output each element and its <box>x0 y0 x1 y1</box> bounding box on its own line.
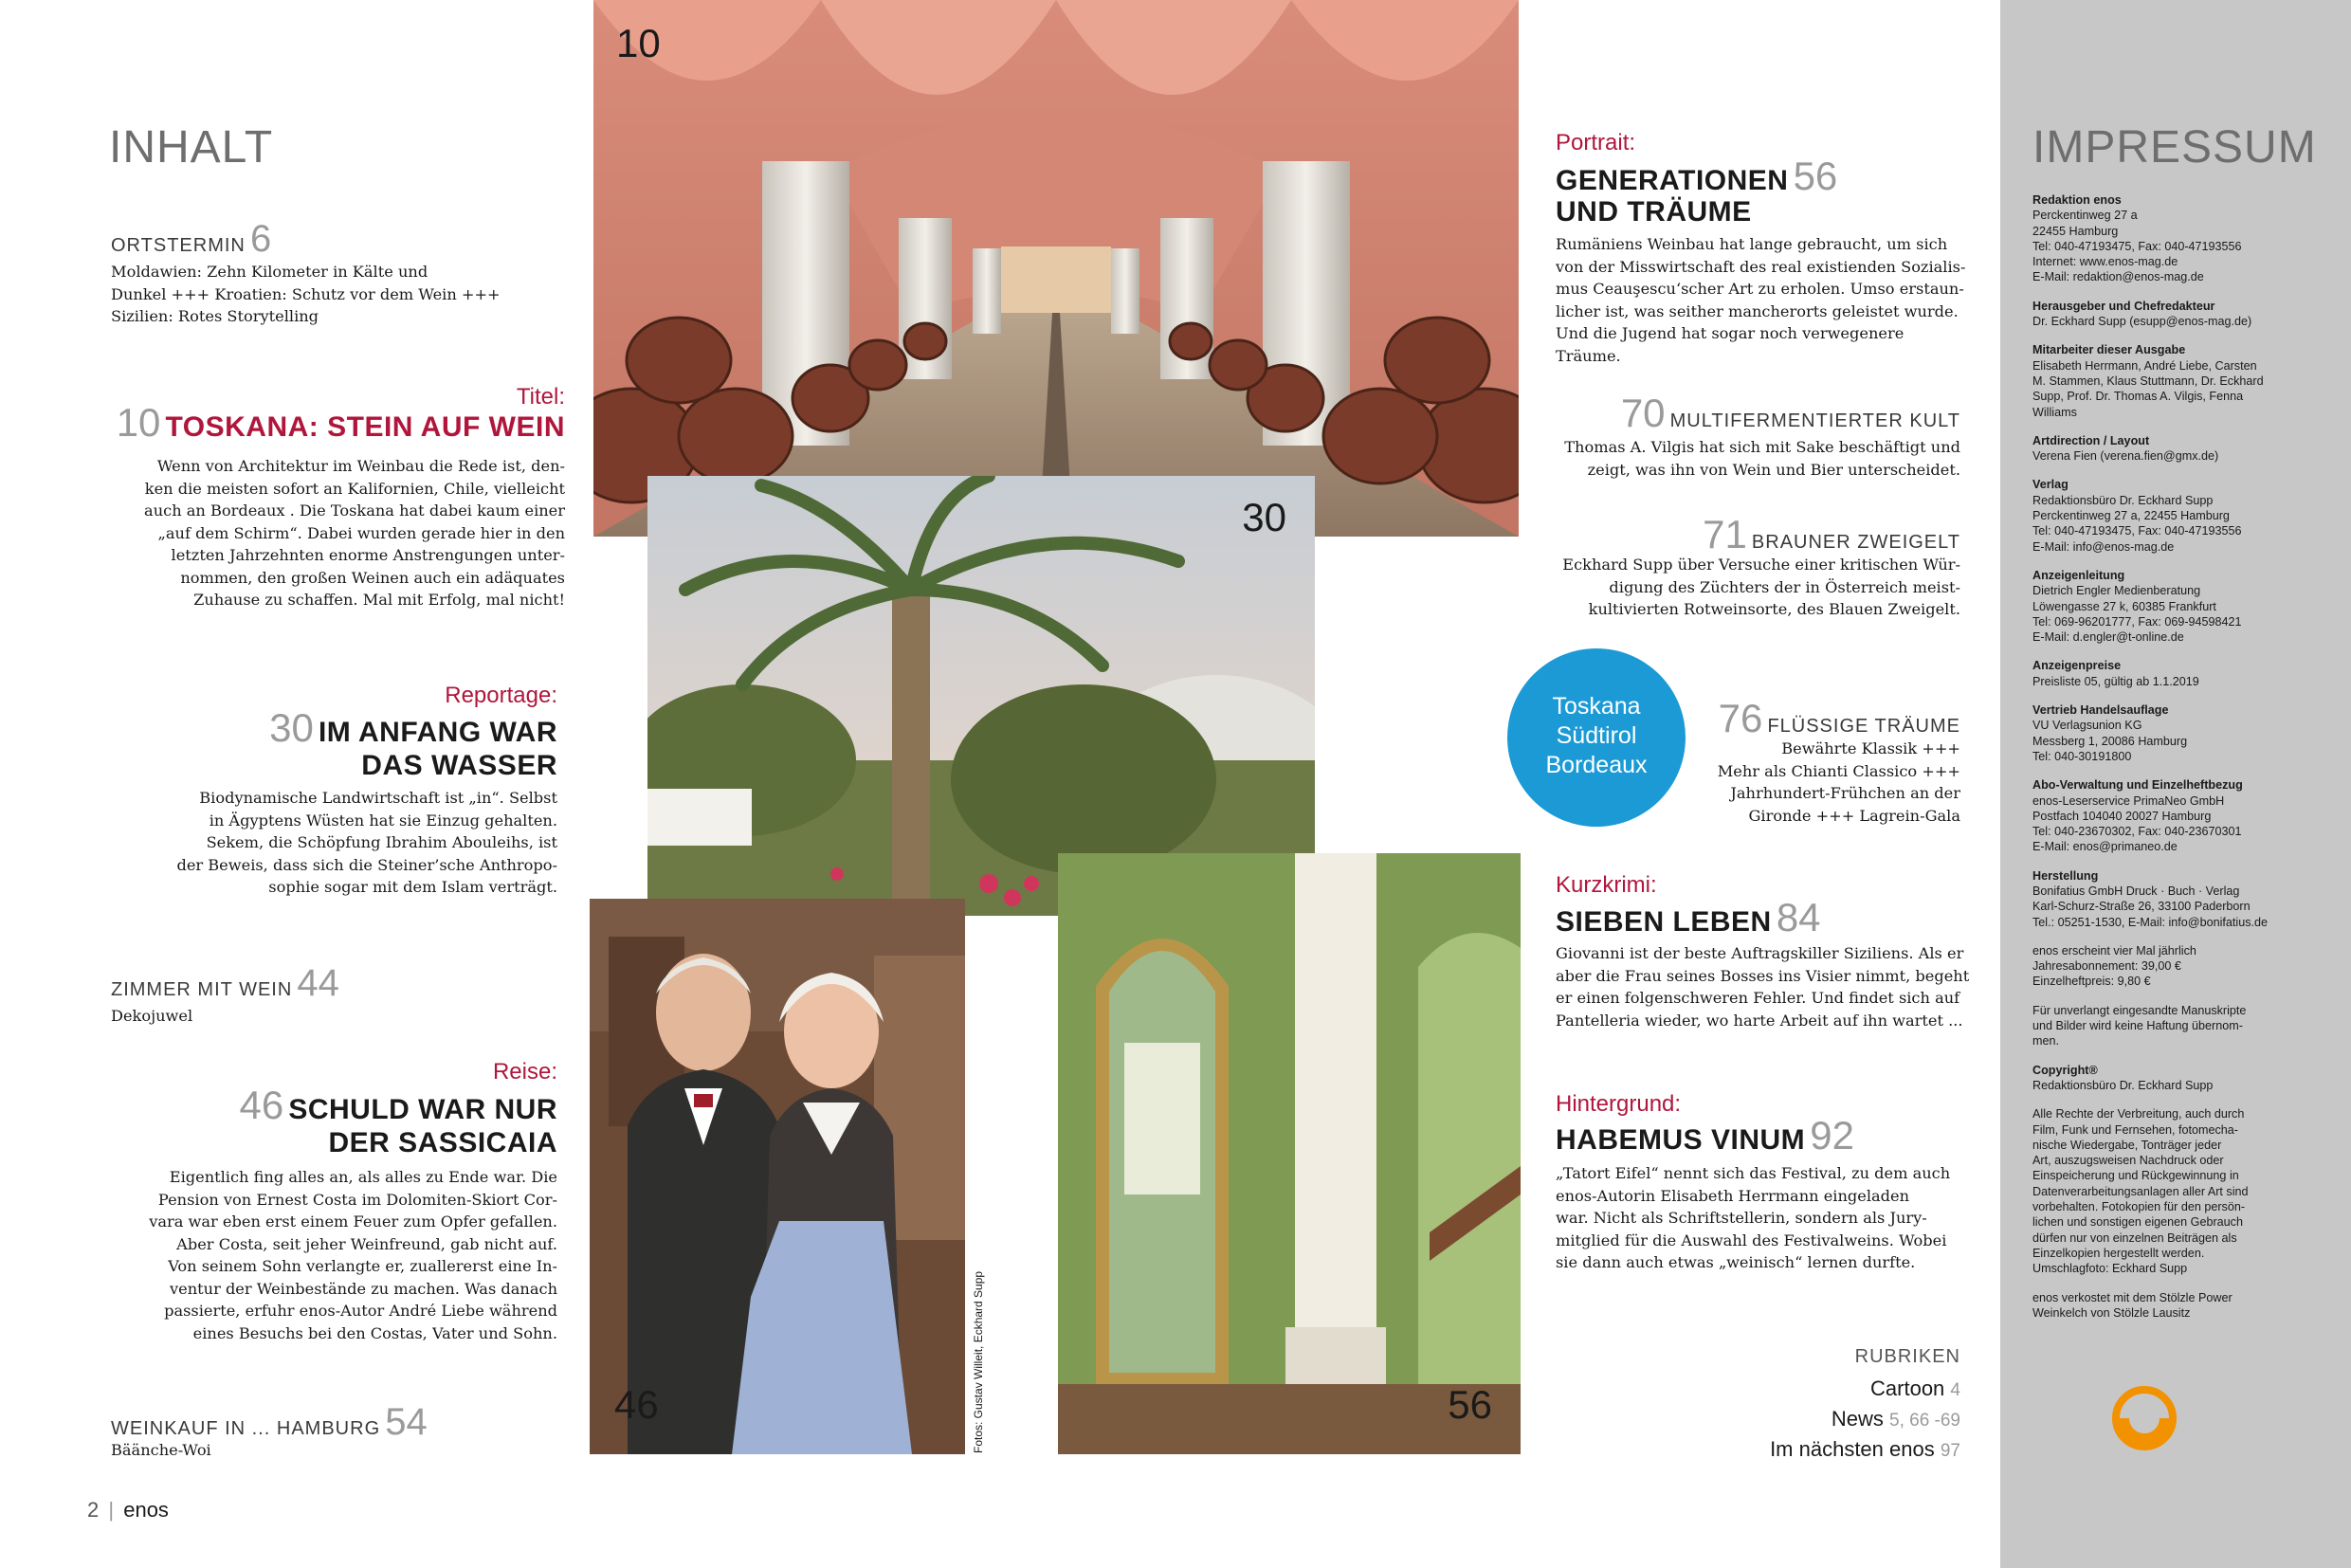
impressum-block <box>2032 1063 2342 1094</box>
impressum-line: Preisliste 05, gültig ab 1.1.2019 <box>2032 674 2199 688</box>
text-line: mitglied für die Auswahl des Festivalweins. Wobei <box>1556 1231 1947 1249</box>
zweigelt-heading[interactable] <box>1556 512 1960 557</box>
impressum-block <box>2032 777 2342 854</box>
impressum-line: Dietrich Engler Medienberatung <box>2032 584 2201 598</box>
impressum-line[interactable]: Dr. Eckhard Supp (esupp@enos-mag.de) <box>2032 315 2252 329</box>
text-line: ken die meisten sofort an Kalifornien, Chile, vielleicht <box>144 479 565 498</box>
rubriken-cartoon[interactable] <box>1687 1377 1960 1401</box>
weinkauf-sub: Bäänche-Woi <box>111 1441 211 1459</box>
text-line: war. Nicht als Schriftstellerin, sondern als Jury- <box>1556 1209 1927 1227</box>
cartoon-label: Cartoon <box>1870 1377 1945 1400</box>
text-line: von der Misswirtschaft des real existienden Sozialis- <box>1556 257 1966 276</box>
impressum-line[interactable]: E-Mail: enos@primaneo.de <box>2032 840 2178 854</box>
text-line: der Beweis, dass sich die Steiner’sche Anthropo- <box>176 855 557 874</box>
impressum-block <box>2032 477 2342 554</box>
reise-kicker: Reise: <box>492 1059 557 1085</box>
text-line: eines Besuchs bei den Costas, Vater und Sohn. <box>192 1323 557 1342</box>
krimi-headline: SIEBEN LEBEN <box>1556 906 1772 938</box>
impressum-line[interactable]: Verena Fien (verena.fien@gmx.de) <box>2032 449 2219 464</box>
impressum-line: Karl-Schurz-Straße 26, 33100 Paderborn <box>2032 900 2251 914</box>
text-line: Moldawien: Zehn Kilometer in Kälte und <box>111 263 428 281</box>
ortstermin-heading[interactable] <box>111 218 271 261</box>
impressum-block-label: Verlag <box>2032 478 2069 492</box>
text-line: sophie sogar mit dem Islam verträgt. <box>268 878 557 896</box>
impressum-block-label: Redaktion enos <box>2032 193 2122 207</box>
cellar-page-number: 10 <box>616 21 661 65</box>
text-line: „auf dem Schirm“. Dabei wurden gerade hier in den <box>157 523 565 542</box>
text-line: Wenn von Architektur im Weinbau die Rede ist, den- <box>156 457 565 475</box>
text-line: Sekem, die Schöpfung Ibrahim Abouleihs, ist <box>206 833 557 851</box>
krimi-heading[interactable] <box>1556 895 1821 940</box>
page-footer <box>87 1498 169 1522</box>
text-line: er einen folgenschweren Fehler. Und findet sich auf <box>1556 989 1960 1007</box>
impressum-line: men. <box>2032 1034 2059 1048</box>
hintergrund-heading[interactable] <box>1556 1113 1854 1158</box>
photo-credit: Fotos: Gustav Willeit, Eckhard Supp <box>972 1270 985 1453</box>
text-line: vara war eben erst einem Feuer zum Opfer gefallen. <box>149 1212 557 1231</box>
impressum-block <box>2032 868 2342 930</box>
impressum-line: Perckentinweg 27 a, 22455 Hamburg <box>2032 509 2230 523</box>
impressum-line: VU Verlagsunion KG <box>2032 719 2142 733</box>
badge-line: Bordeaux <box>1545 752 1648 778</box>
ortstermin-label: ORTSTERMIN <box>111 235 246 256</box>
text-line: Bewährte Klassik +++ <box>1781 739 1960 757</box>
hall-photo[interactable] <box>1058 853 1521 1454</box>
reise-page: 46 <box>239 1083 284 1127</box>
text-line: sie dann auch etwas „weinisch“ lernen durfte. <box>1556 1253 1916 1271</box>
impressum-line: Löwengasse 27 k, 60385 Frankfurt <box>2032 599 2216 613</box>
impressum-block <box>2032 943 2342 990</box>
impressum-line: Redaktionsbüro Dr. Eckhard Supp <box>2032 493 2214 507</box>
text-line: „Tatort Eifel“ nennt sich das Festival, zu dem auch <box>1556 1164 1951 1182</box>
impressum-line: Jahresabonnement: 39,00 € <box>2032 959 2181 974</box>
next-label: Im nächsten enos <box>1770 1437 1935 1461</box>
impressum-block-label: Anzeigenleitung <box>2032 568 2125 582</box>
portrait-kicker: Portrait: <box>1556 130 1636 155</box>
text-line: mus Ceauşescu‘scher Art zu erholen. Umso erstaun- <box>1556 280 1964 298</box>
news-label: News <box>1831 1407 1884 1431</box>
impressum-line: 22455 Hamburg <box>2032 224 2119 238</box>
krimi-page: 84 <box>1776 895 1821 939</box>
impressum-block <box>2032 1003 2342 1049</box>
reportage-kicker: Reportage: <box>445 683 557 708</box>
impressum-line: M. Stammen, Klaus Stuttmann, Dr. Eckhard <box>2032 374 2264 388</box>
impressum-line: Messberg 1, 20086 Hamburg <box>2032 734 2188 748</box>
kult-heading[interactable] <box>1556 391 1960 436</box>
portrait-heading[interactable] <box>1556 154 1837 199</box>
cellar-photo[interactable] <box>593 0 1519 537</box>
impressum-block <box>2032 433 2342 465</box>
impressum-block-label: Abo-Verwaltung und Einzelheftbezug <box>2032 778 2243 793</box>
hintergrund-text <box>1556 1162 1973 1274</box>
impressum-line: Art, auszugsweisen Nachdruck oder <box>2032 1154 2224 1168</box>
titel-kicker: Titel: <box>516 384 565 410</box>
text-line: Zuhause zu schaffen. Mal mit Erfolg, mal nicht! <box>193 591 565 609</box>
ortstermin-page: 6 <box>249 218 272 260</box>
text-line: Pension von Ernest Costa im Dolomiten-Skiort Cor- <box>157 1190 557 1209</box>
reise-heading[interactable] <box>190 1083 557 1128</box>
zimmer-sub: Dekojuwel <box>111 1007 193 1025</box>
text-line: letzten Jahrzehnten enorme Anstrengungen unter- <box>171 546 565 564</box>
krimi-text <box>1556 942 1973 1031</box>
footer-divider: | <box>108 1498 115 1522</box>
footer-page-number: 2 <box>87 1498 100 1522</box>
hintergrund-page: 92 <box>1810 1113 1854 1158</box>
impressum-line: Supp, Prof. Dr. Thomas A. Vilgis, Fenna <box>2032 390 2244 404</box>
impressum-line: Elisabeth Herrmann, André Liebe, Carsten <box>2032 358 2257 373</box>
next-page: 97 <box>1940 1441 1960 1461</box>
couple-illustration <box>590 899 965 1454</box>
portrait-page: 56 <box>1793 154 1838 198</box>
impressum-line: Tel: 040-47193475, Fax: 040-47193556 <box>2032 524 2242 538</box>
titel-page: 10 <box>116 400 161 445</box>
text-line: passierte, erfuhr enos-Autor André Liebe während <box>164 1302 557 1320</box>
zweigelt-label: BRAUNER ZWEIGELT <box>1751 532 1960 553</box>
impressum-block <box>2032 1106 2342 1276</box>
palm-illustration <box>647 476 1315 916</box>
palm-page-number: 30 <box>1242 495 1286 539</box>
traeume-label: FLÜSSIGE TRÄUME <box>1767 716 1960 737</box>
text-line: Eigentlich fing alles an, als alles zu Ende war. Die <box>169 1168 557 1186</box>
impressum-line: Umschlagfoto: Eckhard Supp <box>2032 1262 2188 1276</box>
impressum-line: Postfach 104040 20027 Hamburg <box>2032 809 2212 823</box>
reportage-page: 30 <box>269 705 314 750</box>
ortstermin-text <box>111 261 547 328</box>
reportage-headline-2: DAS WASSER <box>361 750 557 781</box>
impressum-line: Williams <box>2032 405 2077 419</box>
text-line: Gironde +++ Lagrein-Gala <box>1748 806 1960 825</box>
impressum-line: enos erscheint vier Mal jährlich <box>2032 943 2196 957</box>
text-line: digung des Züchters der in Österreich meist- <box>1609 577 1960 596</box>
kult-label: MULTIFERMENTIERTER KULT <box>1669 410 1960 431</box>
impressum-line: Bonifatius GmbH Druck · Buch · Verlag <box>2032 884 2240 898</box>
zimmer-label: ZIMMER MIT WEIN <box>111 979 293 1000</box>
impressum-block-label: Vertrieb Handelsauflage <box>2032 703 2169 718</box>
impressum-block-label: Mitarbeiter dieser Ausgabe <box>2032 343 2186 357</box>
impressum-line: Einspeicherung und Rückgewinnung in <box>2032 1169 2239 1183</box>
reise-headline-2: DER SASSICAIA <box>328 1127 557 1158</box>
impressum-block <box>2032 568 2342 645</box>
cartoon-page: 4 <box>1950 1380 1960 1400</box>
impressum-line: Alle Rechte der Verbreitung, auch durch <box>2032 1107 2245 1121</box>
portrait-headline-2: UND TRÄUME <box>1556 196 1752 228</box>
impressum-line: Film, Funk und Fernsehen, fotomecha- <box>2032 1122 2238 1137</box>
reportage-headline-1: IM ANFANG WAR <box>318 717 557 748</box>
impressum-block <box>2032 342 2342 419</box>
hall-page-number: 56 <box>1448 1382 1492 1427</box>
reise-text <box>123 1166 557 1344</box>
impressum-line: nische Wiedergabe, Tonträger jeder <box>2032 1138 2222 1152</box>
text-line: Rumäniens Weinbau hat lange gebraucht, um sich <box>1556 235 1948 253</box>
weinkauf-heading[interactable] <box>111 1401 428 1444</box>
kult-page: 70 <box>1620 391 1666 435</box>
titel-text <box>142 455 565 611</box>
impressum-block-label: Herstellung <box>2032 868 2099 883</box>
reise-headline-1: SCHULD WAR NUR <box>288 1094 557 1125</box>
rubriken-news[interactable] <box>1687 1407 1960 1431</box>
impressum-line: und Bilder wird keine Haftung übernom- <box>2032 1019 2243 1033</box>
impressum-line: Tel: 069-96201777, Fax: 069-94598421 <box>2032 614 2242 629</box>
weinkauf-label: WEINKAUF IN ... HAMBURG <box>111 1418 381 1439</box>
impressum-line: vorbehalten. Fotokopien für den persön- <box>2032 1200 2246 1214</box>
impressum-block <box>2032 1290 2342 1322</box>
text-line: Aber Costa, seit jeher Weinfreund, gab nicht auf. <box>176 1234 557 1253</box>
krimi-kicker: Kurzkrimi: <box>1556 872 1657 898</box>
portrait-headline-1: GENERATIONEN <box>1556 165 1789 196</box>
portrait-text <box>1556 233 1973 367</box>
impressum-block <box>2032 702 2342 764</box>
news-pages: 5, 66 -69 <box>1889 1411 1960 1431</box>
text-line: Jahrhundert-Frühchen an der <box>1730 784 1960 802</box>
badge-line: Toskana <box>1552 693 1641 720</box>
impressum-line: Weinkelch von Stölzle Lausitz <box>2032 1305 2191 1320</box>
rubriken-title: RUBRIKEN <box>1854 1346 1960 1367</box>
palm-photo[interactable] <box>647 476 1315 916</box>
impressum-line: enos-Leserservice PrimaNeo GmbH <box>2032 793 2225 808</box>
impressum-panel <box>2000 0 2351 1568</box>
impressum-block-label: Copyright® <box>2032 1063 2098 1077</box>
impressum-block-label: Artdirection / Layout <box>2032 433 2150 447</box>
traeume-heading[interactable] <box>1687 696 1960 741</box>
titel-heading[interactable] <box>95 400 565 446</box>
text-line: Und die Jugend hat sogar noch verwegenere Träume. <box>1556 324 1904 365</box>
text-line: Sizilien: Rotes Storytelling <box>111 307 319 325</box>
impressum-line: Für unverlangt eingesandte Manuskripte <box>2032 1003 2247 1017</box>
text-line: auch an Bordeaux . Die Toskana hat dabei kaum einer <box>144 501 565 520</box>
couple-photo[interactable] <box>590 899 965 1454</box>
text-line: Giovanni ist der beste Auftragskiller Siziliens. Als er <box>1556 944 1964 962</box>
impressum-line: lichen und sonstigen eigenen Gebrauch <box>2032 1215 2243 1230</box>
footer-brand: enos <box>123 1498 169 1522</box>
regions-badge[interactable] <box>1507 648 1686 827</box>
impressum-block-label: Herausgeber und Chefredakteur <box>2032 299 2215 313</box>
zimmer-heading[interactable] <box>111 962 339 1005</box>
zimmer-page: 44 <box>297 962 339 1004</box>
zweigelt-text <box>1517 554 1960 621</box>
couple-page-number: 46 <box>614 1382 659 1427</box>
impressum-line: Perckentinweg 27 a <box>2032 209 2138 223</box>
hintergrund-kicker: Hintergrund: <box>1556 1091 1682 1117</box>
text-line: Biodynamische Landwirtschaft ist „in“. Selbst <box>199 789 557 807</box>
text-line: Von seinem Sohn verlangte er, zuallererst eine In- <box>168 1257 557 1275</box>
text-line: kultivierten Rotweinsorte, des Blauen Zweigelt. <box>1588 600 1960 618</box>
rubriken-next[interactable] <box>1612 1437 1960 1462</box>
impressum-line: Datenverarbeitungsanlagen aller Art sind <box>2032 1184 2249 1198</box>
impressum-block <box>2032 299 2342 330</box>
impressum-block-label: Anzeigenpreise <box>2032 659 2122 673</box>
kult-text <box>1517 436 1960 481</box>
impressum-content <box>2032 192 2342 1334</box>
weinkauf-page: 54 <box>385 1401 428 1443</box>
impressum-line: enos verkostet mit dem Stölzle Power <box>2032 1290 2233 1304</box>
impressum-line: Einzelheftpreis: 9,80 € <box>2032 975 2151 989</box>
cellar-illustration <box>593 0 1519 537</box>
impressum-line: Redaktionsbüro Dr. Eckhard Supp <box>2032 1078 2214 1092</box>
traeume-text <box>1697 738 1960 827</box>
text-line: enos-Autorin Elisabeth Herrmann eingeladen <box>1556 1186 1910 1205</box>
impressum-line[interactable]: Tel.: 05251-1530, E-Mail: info@bonifatius.de <box>2032 915 2269 929</box>
text-line: Mehr als Chianti Classico +++ <box>1717 761 1960 780</box>
traeume-page: 76 <box>1718 696 1763 740</box>
impressum-line: Tel: 040-47193475, Fax: 040-47193556 <box>2032 239 2242 253</box>
text-line: aber die Frau seines Bosses ins Visier nimmt, begeht <box>1556 966 1970 985</box>
impressum-line[interactable]: E-Mail: d.engler@t-online.de <box>2032 630 2184 645</box>
impressum-line: Einzelkopien hergestellt werden. <box>2032 1246 2205 1260</box>
titel-headline: TOSKANA: STEIN AUF WEIN <box>165 411 565 443</box>
impressum-line: dürfen nur von einzelnen Beiträgen als <box>2032 1231 2237 1245</box>
impressum-title: IMPRESSUM <box>2032 122 2317 173</box>
impressum-block <box>2032 658 2342 689</box>
text-line: licher ist, was seither mancherorts geleistet wurde. <box>1556 301 1959 320</box>
text-line: nommen, den großen Weinen auch ein adäquates <box>180 568 565 587</box>
impressum-line: Tel: 040-23670302, Fax: 040-23670301 <box>2032 825 2242 839</box>
impressum-line[interactable]: E-Mail: redaktion@enos-mag.de <box>2032 270 2204 284</box>
text-line: zeigt, was ihn von Wein und Bier unterscheidet. <box>1587 460 1960 479</box>
enos-logo-icon <box>2110 1384 2178 1452</box>
hintergrund-headline: HABEMUS VINUM <box>1556 1124 1806 1156</box>
impressum-block <box>2032 192 2342 285</box>
text-line: ventur der Weinbestände zu machen. Was danach <box>169 1279 557 1298</box>
reportage-heading[interactable] <box>190 705 557 751</box>
text-line: in Ägyptens Wüsten hat sie Einzug gehalten. <box>209 811 557 830</box>
page-title: INHALT <box>109 122 274 173</box>
badge-line: Südtirol <box>1556 722 1637 749</box>
impressum-line[interactable]: Internet: www.enos-mag.de <box>2032 255 2178 269</box>
text-line: Dunkel +++ Kroatien: Schutz vor dem Wein +++ <box>111 284 501 303</box>
text-line: Pantelleria wieder, wo harte Arbeit auf ihn wartet ... <box>1556 1011 1963 1030</box>
hall-illustration <box>1058 853 1521 1454</box>
reportage-text <box>142 787 557 899</box>
text-line: Eckhard Supp über Versuche einer kritischen Wür- <box>1562 556 1960 574</box>
text-line: Thomas A. Vilgis hat sich mit Sake beschäftigt und <box>1564 438 1960 456</box>
impressum-line[interactable]: E-Mail: info@enos-mag.de <box>2032 539 2175 554</box>
zweigelt-page: 71 <box>1703 512 1747 556</box>
impressum-line: Tel: 040-30191800 <box>2032 749 2132 763</box>
